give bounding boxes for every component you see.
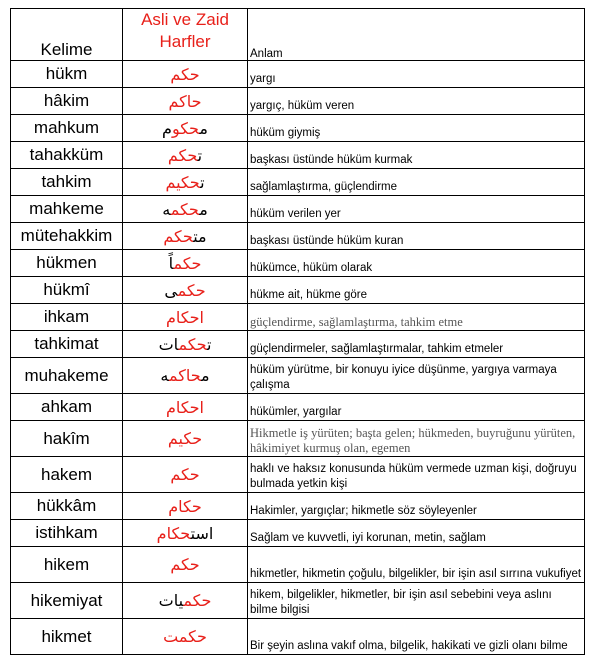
root-letters: حكيم [165, 172, 201, 192]
extra-letters: م [199, 118, 208, 138]
harfler-cell [123, 421, 248, 457]
harfler-cell [123, 142, 248, 169]
extra-letters: ه [162, 199, 171, 219]
root-letters: حاكم [168, 366, 202, 385]
anlam-cell: yargı [248, 61, 585, 88]
extra-letters: ات [158, 334, 179, 354]
root-letters: حكم [183, 591, 212, 610]
extra-letters: اً [168, 253, 174, 273]
kelime-cell: muhakeme [11, 358, 123, 394]
table-row [11, 358, 585, 394]
root-letters: حكم [163, 226, 194, 246]
kelime-cell: tahakküm [11, 142, 123, 169]
root-letters: حكم [177, 280, 206, 300]
anlam-cell: haklı ve haksız konusunda hüküm vermede uzman kişi, doğruyu bulmada yetkin kişi [248, 457, 585, 493]
extra-letters: ى [164, 280, 178, 300]
kelime-cell: hikmet [11, 619, 123, 655]
table-row [11, 196, 585, 223]
harfler-cell [123, 358, 248, 394]
root-letters: احكام [166, 307, 204, 327]
extra-letters: م [162, 118, 172, 138]
kelime-cell: istihkam [11, 520, 123, 547]
word-table [10, 8, 585, 655]
harfler-cell [123, 583, 248, 619]
table-row [11, 169, 585, 196]
harfler-cell [123, 394, 248, 421]
anlam-cell: hüküm verilen yer [248, 196, 585, 223]
root-letters: حكم [167, 145, 198, 165]
anlam-cell: hüküm yürütme, bir konuyu iyice düşünme, yargıya varmaya çalışma [248, 358, 585, 394]
root-letters: حكام [168, 496, 202, 516]
harfler-cell [123, 115, 248, 142]
anlam-cell: yargıç, hüküm veren [248, 88, 585, 115]
harfler-cell [123, 61, 248, 88]
table-row [11, 304, 585, 331]
anlam-cell: Bir şeyin aslına vakıf olma, bilgelik, hakikati ve gizli olanı bilme [248, 619, 585, 655]
kelime-cell: hükm [11, 61, 123, 88]
harfler-cell [123, 250, 248, 277]
kelime-cell: mahkeme [11, 196, 123, 223]
table-row [11, 277, 585, 304]
table-row [11, 115, 585, 142]
root-letters: حكم [170, 199, 200, 219]
anlam-cell: Sağlam ve kuvvetli, iyi korunan, metin, sağlam [248, 520, 585, 547]
root-letters: حكم [178, 334, 207, 354]
header-row [11, 9, 585, 61]
root-letters: حكام [156, 523, 191, 543]
harfler-cell [123, 520, 248, 547]
kelime-cell: hakîm [11, 421, 123, 457]
kelime-cell: hükmen [11, 250, 123, 277]
root-letters: حكو [171, 118, 200, 138]
kelime-cell: tahkimat [11, 331, 123, 358]
anlam-cell: sağlamlaştırma, güçlendirme [248, 169, 585, 196]
kelime-cell: ahkam [11, 394, 123, 421]
extra-letters: م [199, 199, 208, 219]
kelime-cell: hakem [11, 457, 123, 493]
kelime-cell: hikem [11, 547, 123, 583]
table-row [11, 583, 585, 619]
harfler-cell [123, 196, 248, 223]
table-row [11, 547, 585, 583]
harfler-cell [123, 547, 248, 583]
kelime-cell: tahkim [11, 169, 123, 196]
root-letters: حكم [170, 64, 200, 84]
harfler-cell [123, 493, 248, 520]
table-row [11, 61, 585, 88]
extra-letters: است [190, 523, 214, 543]
table-row [11, 394, 585, 421]
table-row [11, 421, 585, 457]
anlam-cell: hüküm giymiş [248, 115, 585, 142]
kelime-cell: mahkum [11, 115, 123, 142]
table-row [11, 223, 585, 250]
root-letters: حكم [173, 253, 202, 273]
table-row [11, 250, 585, 277]
anlam-cell: hükümler, yargılar [248, 394, 585, 421]
harfler-cell [123, 88, 248, 115]
root-letters: احكام [166, 397, 204, 417]
anlam-cell: güçlendirmeler, sağlamlaştırmalar, tahkim etmeler [248, 331, 585, 358]
anlam-cell: başkası üstünde hüküm kuran [248, 223, 585, 250]
harfler-cell [123, 277, 248, 304]
root-letters: حكم [170, 465, 200, 484]
root-letters: حكيم [167, 429, 203, 448]
table-row [11, 457, 585, 493]
harfler-cell [123, 304, 248, 331]
root-letters: حكمت [163, 627, 207, 646]
extra-letters: ت [200, 172, 205, 192]
kelime-cell: hikemiyat [11, 583, 123, 619]
root-letters: حاكم [168, 91, 202, 111]
extra-letters: ت [206, 334, 212, 354]
extra-letters: يات [158, 591, 184, 610]
kelime-cell: hükmî [11, 277, 123, 304]
extra-letters: ت [197, 145, 203, 165]
extra-letters: م [201, 366, 210, 385]
extra-letters: مت [193, 226, 207, 246]
anlam-cell: başkası üstünde hüküm kurmak [248, 142, 585, 169]
anlam-cell: Hikmetle iş yürüten; başta gelen; hükmeden, buyruğunu yürüten, hâkimiyet kurmuş olan, egemen [248, 421, 585, 457]
harfler-cell [123, 331, 248, 358]
kelime-cell: hükkâm [11, 493, 123, 520]
header-anlam: Anlam [248, 9, 585, 61]
table-row [11, 619, 585, 655]
anlam-cell: Hakimler, yargıçlar; hikmetle söz söyleyenler [248, 493, 585, 520]
root-letters: حكم [170, 555, 200, 574]
anlam-cell: hükme ait, hükme göre [248, 277, 585, 304]
table-row [11, 88, 585, 115]
header-kelime: Kelime [11, 9, 123, 61]
kelime-cell: hâkim [11, 88, 123, 115]
anlam-cell: hikem, bilgelikler, hikmetler, bir işin asıl sebebini veya aslını bilme bilgisi [248, 583, 585, 619]
harfler-cell [123, 619, 248, 655]
anlam-cell: güçlendirme, sağlamlaştırma, tahkim etme [248, 304, 585, 331]
table-row [11, 520, 585, 547]
table-row [11, 142, 585, 169]
kelime-cell: ihkam [11, 304, 123, 331]
harfler-cell [123, 457, 248, 493]
kelime-cell: mütehakkim [11, 223, 123, 250]
table-row [11, 493, 585, 520]
table-row [11, 331, 585, 358]
extra-letters: ه [160, 366, 169, 385]
anlam-cell: hükümce, hüküm olarak [248, 250, 585, 277]
header-harfler: Asli ve Zaid Harfler [123, 9, 248, 61]
anlam-cell: hikmetler, hikmetin çoğulu, bilgelikler, bir işin asıl sırrına vukufiyet [248, 547, 585, 583]
harfler-cell [123, 169, 248, 196]
harfler-cell [123, 223, 248, 250]
